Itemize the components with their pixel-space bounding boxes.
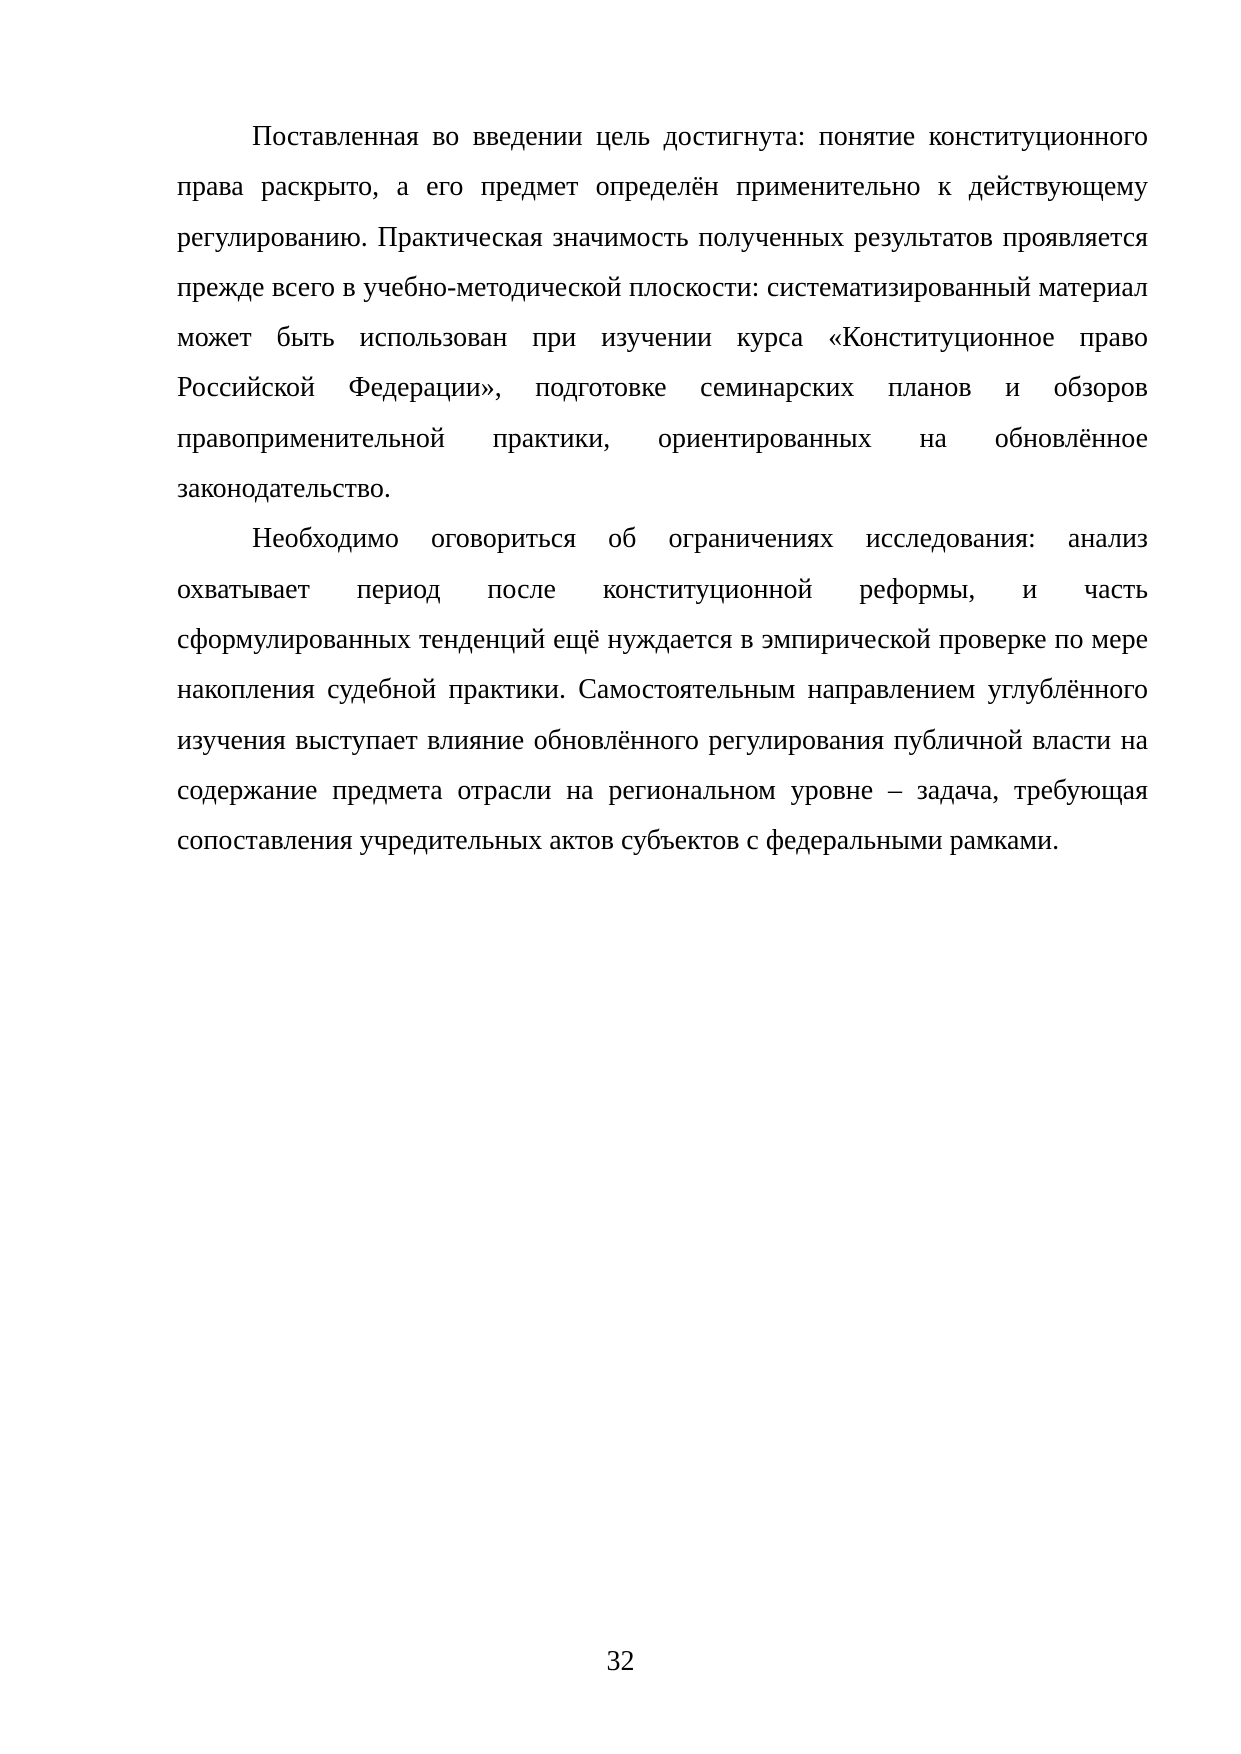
paragraph-conclusion-goal: Поставленная во введении цель достигнута: понятие конституционного права раскрыто, а его предмет определён применительно к действующему регулированию. Практическая значимость полученных результатов проявляется прежде всего в учебно-методической плоскости: систематизированный материал может быть использован при изучении курса «Конституционное право Российской Федерации», подготовке семинарских планов и обзоров правоприменительной практики, ориентированных на обновлённое законодательство.: [177, 121, 1148, 505]
paragraph-research-limitations: Необходимо оговориться об ограничениях исследования: анализ охватывает период после конституционной реформы, и часть сформулированных тенденций ещё нуждается в эмпирической проверке по мере накопления судебной практики. Самостоятельным направлением углублённого изучения выступает влияние обновлённого регулирования публичной власти на содержание предмета отрасли на региональном уровне – задача, требующая сопоставления учредительных актов субъектов с федеральными рамками.: [177, 523, 1148, 857]
page-number: 32: [606, 1646, 635, 1677]
body-text: [177, 112, 1148, 866]
